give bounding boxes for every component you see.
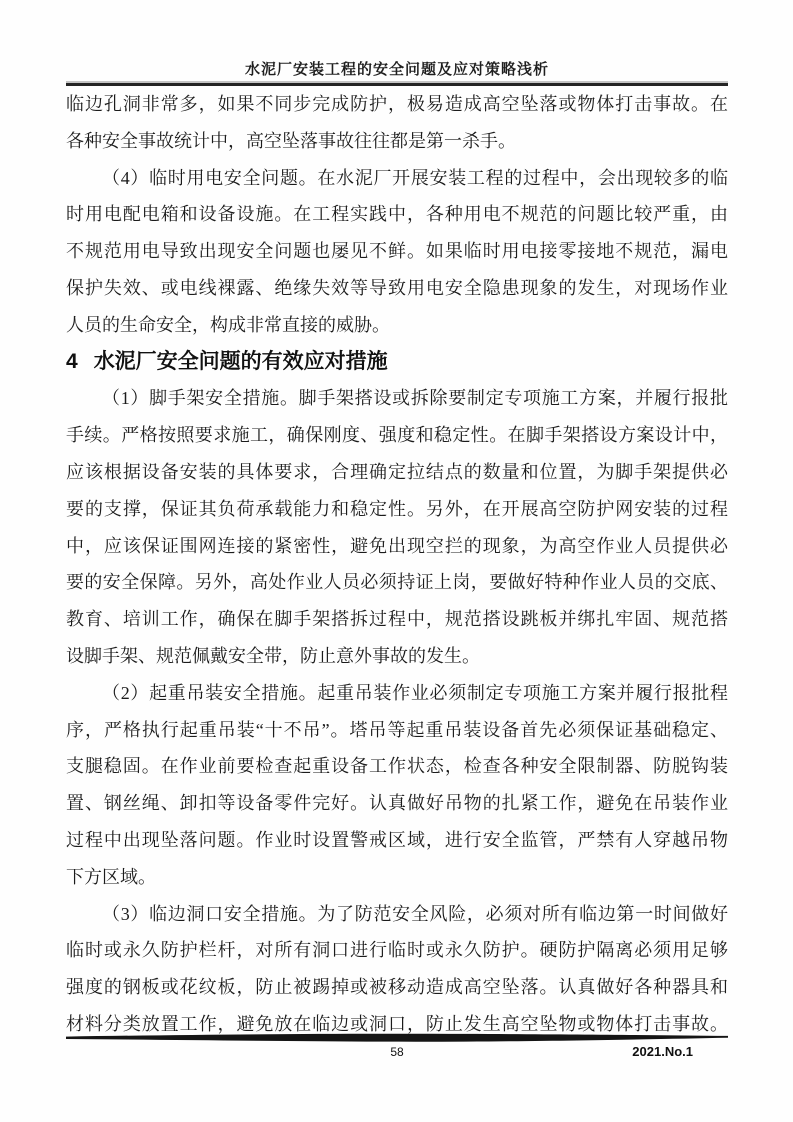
running-head-title: 水泥厂安装工程的安全问题及应对策略浅析	[244, 62, 549, 78]
body-text-line: 中，应该保证围网连接的紧密性，避免出现空拦的现象，为高空作业人员提供必	[66, 535, 728, 556]
paragraph-item-4	[66, 160, 728, 344]
body-text-line: 时用电配电箱和设备设施。在工程实践中，各种用电不规范的问题比较严重，由	[66, 204, 728, 225]
body-text-line: 序，严格执行起重吊装“十不吊”。塔吊等起重吊装设备首先必须保证基础稳定、	[66, 719, 728, 740]
section-number: 4	[66, 349, 78, 373]
footer-rule	[66, 1033, 728, 1043]
body-text-line: 下方区域。	[66, 866, 156, 887]
body-text-line: （2）起重吊装安全措施。起重吊装作业必须制定专项施工方案并履行报批程	[102, 682, 728, 703]
section-title: 水泥厂安全问题的有效应对措施	[93, 349, 388, 373]
paragraph-measure-1	[66, 380, 728, 674]
body-text-line: 临时或永久防护栏杆，对所有洞口进行临时或永久防护。硬防护隔离必须用足够	[66, 940, 728, 961]
body-text-line: 保护失效、或电线裸露、绝缘失效等导致用电安全隐患现象的发生，对现场作业	[66, 277, 728, 298]
body-text-line: 各种安全事故统计中，高空坠落事故往往都是第一杀手。	[66, 130, 516, 151]
body-text-line: 临边孔洞非常多，如果不同步完成防护，极易造成高空坠落或物体打击事故。在	[66, 94, 728, 114]
paragraph-intro-continuation	[66, 86, 728, 160]
body-text-line: 要的安全保障。另外，高处作业人员必须持证上岗，要做好特种作业人员的交底、	[66, 572, 728, 593]
body-text-line: 不规范用电导致出现安全问题也屡见不鲜。如果临时用电接零接地不规范，漏电	[66, 241, 728, 262]
body-text-line: 应该根据设备安装的具体要求，合理确定拉结点的数量和位置，为脚手架提供必	[66, 461, 728, 482]
body-text-line: （1）脚手架安全措施。脚手架搭设或拆除要制定专项施工方案，并履行报批	[102, 388, 728, 409]
body-text-line: 过程中出现坠落问题。作业时设置警戒区域，进行安全监管，严禁有人穿越吊物	[66, 829, 728, 850]
issue-number: 2021.No.1	[632, 1044, 693, 1059]
body-text-line: 教育、培训工作，确保在脚手架搭拆过程中，规范搭设跳板并绑扎牢固、规范搭	[66, 609, 728, 630]
body-text-line: （3）临边洞口安全措施。为了防范安全风险，必须对所有临边第一时间做好	[102, 903, 728, 924]
body-text-line: 置、钢丝绳、卸扣等设备零件完好。认真做好吊物的扎紧工作，避免在吊装作业	[66, 793, 728, 814]
section-heading	[66, 344, 728, 381]
body-text-line: 强度的钢板或花纹板，防止被踢掉或被移动造成高空坠落。认真做好各种器具和	[66, 977, 728, 998]
paragraph-measure-2	[66, 675, 728, 896]
article-body	[66, 86, 728, 1043]
body-text-line: 人员的生命安全，构成非常直接的威胁。	[66, 314, 390, 335]
body-text-line: 设脚手架、规范佩戴安全带，防止意外事故的发生。	[66, 645, 480, 666]
body-text-line: （4）临时用电安全问题。在水泥厂开展安装工程的过程中，会出现较多的临	[102, 167, 728, 188]
body-text-line: 材料分类放置工作，避免放在临边或洞口，防止发生高空坠物或物体打击事故。	[66, 1013, 728, 1034]
body-text-line: 要的支撑，保证其负荷承载能力和稳定性。另外，在开展高空防护网安装的过程	[66, 498, 728, 519]
body-text-line: 支腿稳固。在作业前要检查起重设备工作状态，检查各种安全限制器、防脱钩装	[66, 756, 728, 777]
paragraph-measure-3	[66, 896, 728, 1043]
body-text-line: 手续。严格按照要求施工，确保刚度、强度和稳定性。在脚手架搭设方案设计中，	[66, 425, 728, 446]
page-number: 58	[390, 1045, 404, 1059]
